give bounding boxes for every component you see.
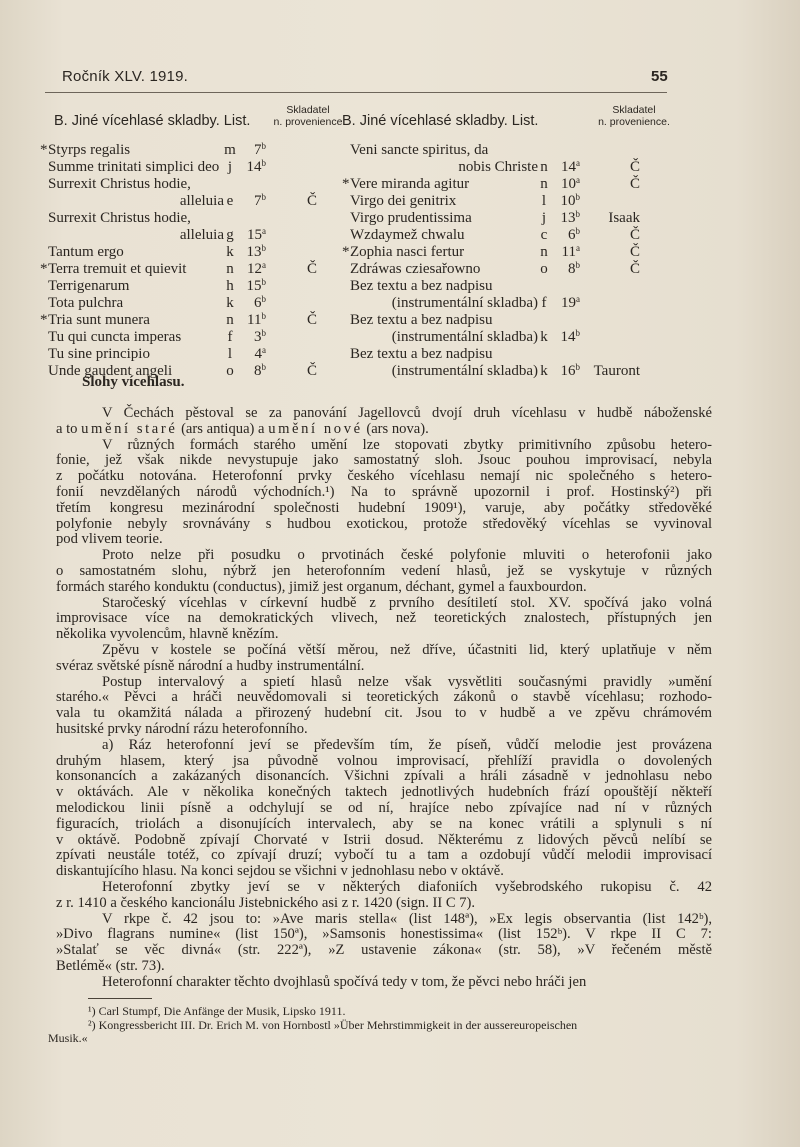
paragraph <box>56 738 712 880</box>
folio-side: b <box>575 260 580 270</box>
text-line: v oktávách. Ale v několika konečných taktech jednotlivých hudebních frází opouštějí někteří <box>56 784 712 801</box>
table-row <box>342 175 650 193</box>
folio-side: b <box>261 294 266 304</box>
composer-header-line1: Skladatel <box>612 104 656 116</box>
entry-title-continuation: nobis Christe <box>458 159 538 175</box>
paragraph <box>56 880 712 912</box>
text-line: husitské prvky národní rázu heterofonního. <box>56 720 308 737</box>
entry-title <box>350 210 538 227</box>
table-body <box>40 141 368 380</box>
folio-value: 4 <box>254 346 262 362</box>
folio-value: 6 <box>254 295 262 311</box>
folio-number <box>550 363 584 380</box>
folio-side: b <box>575 192 580 202</box>
folio-number <box>236 278 270 295</box>
table-row <box>350 278 650 295</box>
table-row <box>48 329 368 346</box>
folio-number <box>550 176 584 193</box>
folio-number <box>236 295 270 312</box>
text-line: z počátku notována. Heterofonní prvky českého vícehlasu nemají nic společného s hetero- <box>56 468 712 485</box>
entry-title-text: Bez textu a bez nadpisu <box>350 346 493 362</box>
manuscript-letter: n <box>540 159 548 175</box>
body-text <box>56 406 712 990</box>
text-line: zpívati neustále totéž, co zpívají druzí; vybočí tu a tam a ozdobují vůdčí melodii improvisací <box>56 847 712 864</box>
footnote-rule <box>88 998 152 999</box>
entry-title-text: Tota pulchra <box>48 295 124 311</box>
manuscript-letter: n <box>540 244 548 260</box>
paragraph <box>56 548 712 595</box>
header-rule <box>45 92 667 93</box>
entry-title <box>48 346 224 363</box>
paragraph <box>56 912 712 975</box>
folio-number <box>236 142 270 159</box>
table-row <box>48 159 368 176</box>
text-segment: a to <box>56 420 82 437</box>
entry-title <box>350 261 538 278</box>
entry-title-text: Vere miranda agitur <box>350 176 470 192</box>
paragraph <box>56 596 712 643</box>
entry-title <box>48 176 224 193</box>
folio-number <box>236 329 270 346</box>
manuscript-letter: n <box>226 312 234 328</box>
folio-side: a <box>576 294 580 304</box>
entry-title-continuation: alleluia <box>179 227 224 243</box>
folio-value: 10 <box>560 193 576 209</box>
asterisk-marker: * <box>40 142 48 158</box>
entry-title-text: Veni sancte spiritus, da <box>350 142 489 158</box>
table-row <box>350 295 650 312</box>
entry-title-text: Tantum ergo <box>48 244 124 260</box>
entry-title <box>350 278 538 295</box>
manuscript-letter: o <box>226 363 234 379</box>
folio-value: 10 <box>561 176 576 192</box>
folio-number <box>236 244 270 261</box>
footnote: ¹) Carl Stumpf, Die Anfänge der Musik, Lipsko 1911. <box>88 1004 346 1018</box>
composer-header <box>584 104 684 128</box>
entry-title-continuation: (instrumentální skladba) <box>391 295 538 311</box>
entry-title <box>40 312 224 329</box>
entry-title <box>342 244 538 261</box>
entry-title-continuation: alleluia <box>179 193 224 209</box>
folio-number <box>550 193 584 210</box>
folio-side: b <box>261 328 266 338</box>
entry-title-text: Virgo dei genitrix <box>350 193 457 209</box>
paragraph <box>56 643 712 675</box>
folio-number <box>236 363 270 380</box>
folio-value: 6 <box>568 227 576 243</box>
table-row <box>350 142 650 159</box>
folio-side: b <box>261 141 266 151</box>
section-title: Slohy vícehlasu. <box>82 374 185 390</box>
manuscript-letter: e <box>226 193 234 209</box>
entry-title <box>350 346 538 363</box>
folio-value: 14 <box>560 329 576 345</box>
table-header <box>342 100 670 142</box>
manuscript-letter: f <box>541 295 547 311</box>
entry-title <box>40 142 224 159</box>
text-segment: (ars antiqua) a <box>177 420 269 437</box>
text-line: melodickou linii písně a odchylují se od ní, hrajíce nebo zpívajíce nad ní v různých <box>56 799 712 816</box>
folio-number <box>550 295 584 312</box>
footnote: Musik.« <box>48 1031 88 1045</box>
folio-side: b <box>575 226 580 236</box>
entry-title-text: Tu sine principio <box>48 346 150 362</box>
composer <box>270 227 354 244</box>
entry-title <box>350 227 538 244</box>
composer: Č <box>629 176 640 192</box>
folio-number <box>236 193 270 210</box>
manuscript-letter: j <box>541 210 547 226</box>
folio-value: 11 <box>247 312 262 328</box>
table-heading: B. Jiné vícehlasé skladby. List. <box>54 113 251 129</box>
folio-number <box>550 261 584 278</box>
composer: Č <box>306 363 317 379</box>
folio-side: a <box>262 345 266 355</box>
text-line: o samostatném slohu, nýbrž jen heterofonním vedení hlasů, jež se vyskytuje v různých <box>56 562 712 579</box>
folio-value: 7 <box>254 193 262 209</box>
entry-title-text: Zophia nasci fertur <box>350 244 465 260</box>
paragraph <box>56 438 712 549</box>
composer: Č <box>629 244 640 260</box>
spaced-emphasis: umění staré <box>81 420 178 437</box>
manuscript-letter: c <box>540 227 548 243</box>
text-line: druhým hlasem, který jsa původně volnou improvisací, přehlíží pravidla o dovolených <box>56 752 712 769</box>
entry-title-text: Tu qui cuncta imperas <box>48 329 182 345</box>
entry-title-text: Unde gaudent angeli <box>48 363 173 379</box>
composer: Č <box>629 261 640 277</box>
folio-value: 8 <box>568 261 576 277</box>
folio-number <box>236 261 270 278</box>
entry-title <box>350 312 538 329</box>
text-line: Betlémě« (str. 73). <box>56 957 165 974</box>
manuscript-letter: n <box>540 176 548 192</box>
entry-title <box>350 193 538 210</box>
text-line: figuracích, triolách a disonujících intervalech, aby se na konec vrátili a splynuli s ní <box>56 815 712 832</box>
entry-title-text: Zdráwas cziesařowno <box>350 261 481 277</box>
folio-value: 12 <box>247 261 262 277</box>
entry-title <box>350 142 538 159</box>
entry-title-text: Tria sunt munera <box>48 312 150 328</box>
folio-number <box>236 159 270 176</box>
folio-value: 7 <box>254 142 262 158</box>
entry-title <box>342 176 538 193</box>
folio-number <box>550 244 584 261</box>
folio-value: 13 <box>560 210 576 226</box>
composer: Č <box>306 312 317 328</box>
table-row <box>350 363 650 380</box>
paragraph <box>56 975 712 991</box>
folio-side: a <box>262 226 266 236</box>
composer: Č <box>306 193 317 209</box>
paragraph <box>56 406 712 438</box>
table-row <box>48 346 368 363</box>
entry-title-text: Terrigenarum <box>48 278 130 294</box>
text-line: třetím kongresu mezinárodní společnosti hudební 1909¹), varuje, aby počátky středověké <box>56 499 712 516</box>
table-row <box>350 346 650 363</box>
table-row <box>48 176 368 193</box>
folio-side: b <box>575 362 580 372</box>
composer <box>270 159 354 176</box>
folio-value: 3 <box>254 329 262 345</box>
table-row <box>350 261 650 278</box>
text-line: fonie, jež však nikde nevystupuje jako samostatný sloh. Jsouc pouhou improvisací, nebyla <box>56 452 712 469</box>
composer <box>584 193 640 210</box>
folio-value: 13 <box>246 244 262 260</box>
table-row <box>350 329 650 346</box>
manuscript-letter: n <box>226 261 234 277</box>
composer <box>270 278 354 295</box>
table-row <box>48 193 368 210</box>
text-line: V rkpe č. 42 jsou to: »Ave maris stella« (list 148ª), »Ex legis observantia (list 142ᵇ), <box>102 910 712 927</box>
entry-title <box>48 193 224 210</box>
text-line: improvisace více na demokratických vlivech, než teoretických znalostech, přístupných jen <box>56 610 712 627</box>
entry-title <box>48 329 224 346</box>
table-heading: B. Jiné vícehlasé skladby. List. <box>342 113 539 129</box>
text-line: formách starého konduktu (conductus), jimiž jest organum, déchant, gymel a fauxbourdon. <box>56 578 587 595</box>
entry-title <box>350 363 538 380</box>
footnotes <box>48 1005 712 1046</box>
folio-value: 15 <box>246 278 262 294</box>
manuscript-letter: k <box>226 244 234 260</box>
asterisk-marker: * <box>40 261 48 277</box>
table-row <box>48 278 368 295</box>
folio-side: b <box>261 277 266 287</box>
composer <box>270 346 354 363</box>
table-row <box>350 193 650 210</box>
entry-title-continuation: (instrumentální skladba) <box>391 329 538 345</box>
manuscript-letter: o <box>540 261 548 277</box>
asterisk-marker: * <box>40 312 48 328</box>
manuscript-letter: l <box>227 346 233 362</box>
table-row <box>342 243 650 261</box>
text-line: v oktávě. Podobně zpívají Chorvaté v Istrii dosud. Některému z lidových pěvců nelíbí se <box>56 831 712 848</box>
table-row <box>350 210 650 227</box>
table-row <box>350 159 650 176</box>
table-row <box>48 244 368 261</box>
composer <box>270 142 354 159</box>
folio-side: a <box>576 158 580 168</box>
manuscript-letter: g <box>226 227 234 243</box>
manuscript-letter: k <box>540 329 548 345</box>
text-line: fonií nevzdělaných národů východních.¹) Na to správně upozornil i prof. Hostinský²) při <box>56 483 712 500</box>
spaced-emphasis: umění nové <box>268 420 363 437</box>
text-line: V různých formách starého umění lze stopovati zbytky primitivního způsobu hetero- <box>102 436 712 453</box>
text-line: »Divo flagrans numine« (list 150ª), »Samsonis honestissima« (list 152ᵇ). V rkpe II C 7: <box>56 926 712 943</box>
table-row <box>48 295 368 312</box>
folio-number <box>550 210 584 227</box>
table-row <box>350 227 650 244</box>
table-row <box>48 227 368 244</box>
entry-title <box>350 159 538 176</box>
entry-title <box>48 210 224 227</box>
table-row <box>40 311 368 329</box>
entry-title-text: Virgo prudentissima <box>350 210 472 226</box>
table-row <box>48 210 368 227</box>
entry-title-text: Styrps regalis <box>48 142 131 158</box>
folio-value: 14 <box>561 159 576 175</box>
entry-title <box>350 329 538 346</box>
folio-value: 16 <box>560 363 576 379</box>
entry-title-text: Wzdaymež chwalu <box>350 227 465 243</box>
folio-number <box>550 159 584 176</box>
manuscript-letter: k <box>226 295 234 311</box>
folio-side: b <box>261 362 266 372</box>
compositions-table-left <box>40 100 368 380</box>
folio-side: b <box>261 243 266 253</box>
text-line: Proto nelze při posudku o prvotinách české polyfonie mluviti o heterofonii jako <box>102 547 712 564</box>
text-line: starého.« Pěvci a hráči neuvědomovali si teoretických zákonů o stavbě vícehlasu; rozhodo- <box>56 689 712 706</box>
folio-side: b <box>575 328 580 338</box>
entry-title-text: Bez textu a bez nadpisu <box>350 312 493 328</box>
folio-value: 11 <box>561 244 576 260</box>
folio-number <box>236 227 270 244</box>
manuscript-letter: l <box>541 193 547 209</box>
manuscript-letter: f <box>227 329 233 345</box>
folio-side: a <box>576 243 580 253</box>
composer <box>584 295 640 312</box>
composer: Isaak <box>608 210 640 226</box>
entry-title <box>350 295 538 312</box>
composer <box>270 329 354 346</box>
composer-header-line2: n. provenience. <box>598 116 670 128</box>
composer-header-line2: n. provenience <box>273 116 343 128</box>
table-body <box>342 142 650 380</box>
text-line: Zpěvu v kostele se počíná větší měrou, než dříve, účastniti lid, který uplatňuje v něm <box>102 641 712 658</box>
text-line: a) Ráz heterofonní jeví se především tím, že píseň, vůdčí melodie jest provázena <box>102 736 712 753</box>
folio-side: b <box>261 311 266 321</box>
composer <box>584 329 640 346</box>
composer: Č <box>629 159 640 175</box>
entry-title <box>48 227 224 244</box>
folio-number <box>550 329 584 346</box>
manuscript-letter: m <box>224 142 236 158</box>
text-line <box>56 422 712 438</box>
entry-title <box>48 278 224 295</box>
text-segment: (ars nova). <box>362 420 429 437</box>
composer: Č <box>629 227 640 243</box>
text-line: polyfonie nebyly srovnávány s hudbou exotickou, protože středověký vícehlas se vyvinoval <box>56 515 712 532</box>
footnote: ²) Kongressbericht III. Dr. Erich M. von Hornbostl »Über Mehrstimmigkeit in der aussereuropeischen <box>88 1017 578 1032</box>
folio-number <box>550 227 584 244</box>
folio-side: b <box>261 158 266 168</box>
entry-title-text: Surrexit Christus hodie, <box>48 210 191 226</box>
folio-side: b <box>575 209 580 219</box>
text-line: Heterofonní zbytky jeví se v některých diafoniích vyšebrodského rukopisu č. 42 <box>102 878 712 895</box>
running-head: Ročník XLV. 1919. <box>62 68 188 85</box>
paragraph <box>56 675 712 738</box>
compositions-table-right <box>342 100 670 380</box>
composer: Č <box>306 261 317 277</box>
entry-title-text: Surrexit Christus hodie, <box>48 176 191 192</box>
text-line: vala tu okamžitá nálada a přirozený hudební cit. Jsou to v hudbě a ve zpěvu chrámovém <box>56 705 712 722</box>
asterisk-marker: * <box>342 244 350 260</box>
folio-side: a <box>262 260 266 270</box>
entry-title-continuation: (instrumentální skladba) <box>391 363 538 379</box>
manuscript-letter: j <box>227 159 233 175</box>
text-line: Heterofonní charakter těchto dvojhlasů spočívá tedy v tom, že pěvci nebo hráči jen <box>102 973 587 990</box>
folio-side: a <box>576 175 580 185</box>
text-line: svéraz světské písně národní a hudby instrumentální. <box>56 657 365 674</box>
text-line: »Stalať se věc divná« (str. 222ª), »Z ustavenie zákona« (str. 58), »V řečeném městě <box>56 942 712 959</box>
text-line: několika vyvolencům, hlavně knězím. <box>56 626 279 643</box>
text-line: konsonancích a zakázaných disonancích. Všichni zpívali a hráli zásadně v jednohlasu nebo <box>56 768 712 785</box>
text-line: z r. 1410 a českého kancionálu Jistebnického asi z r. 1420 (sign. II C 7). <box>56 894 476 911</box>
table-header <box>48 100 368 142</box>
entry-title <box>40 261 224 278</box>
text-line: Postup intervalový a spietí hlasů nelze však vysvětliti současnými pravidly »umění <box>102 673 712 690</box>
entry-title-text: Terra tremuit et quievit <box>48 261 187 277</box>
folio-side: b <box>261 192 266 202</box>
folio-value: 14 <box>246 159 262 175</box>
asterisk-marker: * <box>342 176 350 192</box>
folio-number <box>236 346 270 363</box>
table-row <box>40 260 368 278</box>
entry-title-text: Bez textu a bez nadpisu <box>350 278 493 294</box>
text-line: V Čechách pěstoval se za panování Jagellovců dvojí druh vícehlasu v hudbě náboženské <box>102 405 712 421</box>
folio-number <box>236 312 270 329</box>
manuscript-letter: k <box>540 363 548 379</box>
table-row <box>40 141 368 159</box>
page-number: 55 <box>651 68 668 85</box>
text-line: Staročeský vícehlas v církevní hudbě z prvního desítiletí stol. XV. spočívá jako volná <box>102 594 712 611</box>
composer: Tauront <box>593 363 640 379</box>
composer-header-line1: Skladatel <box>286 104 330 116</box>
folio-value: 19 <box>561 295 576 311</box>
entry-title <box>48 295 224 312</box>
composer <box>270 295 354 312</box>
entry-title <box>48 244 224 261</box>
text-line: pod vlivem teorie. <box>56 531 163 548</box>
text-line: diskantujícího hlasu. Na konci sejdou se všichni v jednohlasu nebo v oktávě. <box>56 863 504 880</box>
entry-title-text: Summe trinitati simplici deo <box>48 159 220 175</box>
folio-value: 15 <box>247 227 262 243</box>
manuscript-letter: h <box>226 278 234 294</box>
entry-title <box>48 159 224 176</box>
folio-value: 8 <box>254 363 262 379</box>
table-row <box>350 312 650 329</box>
